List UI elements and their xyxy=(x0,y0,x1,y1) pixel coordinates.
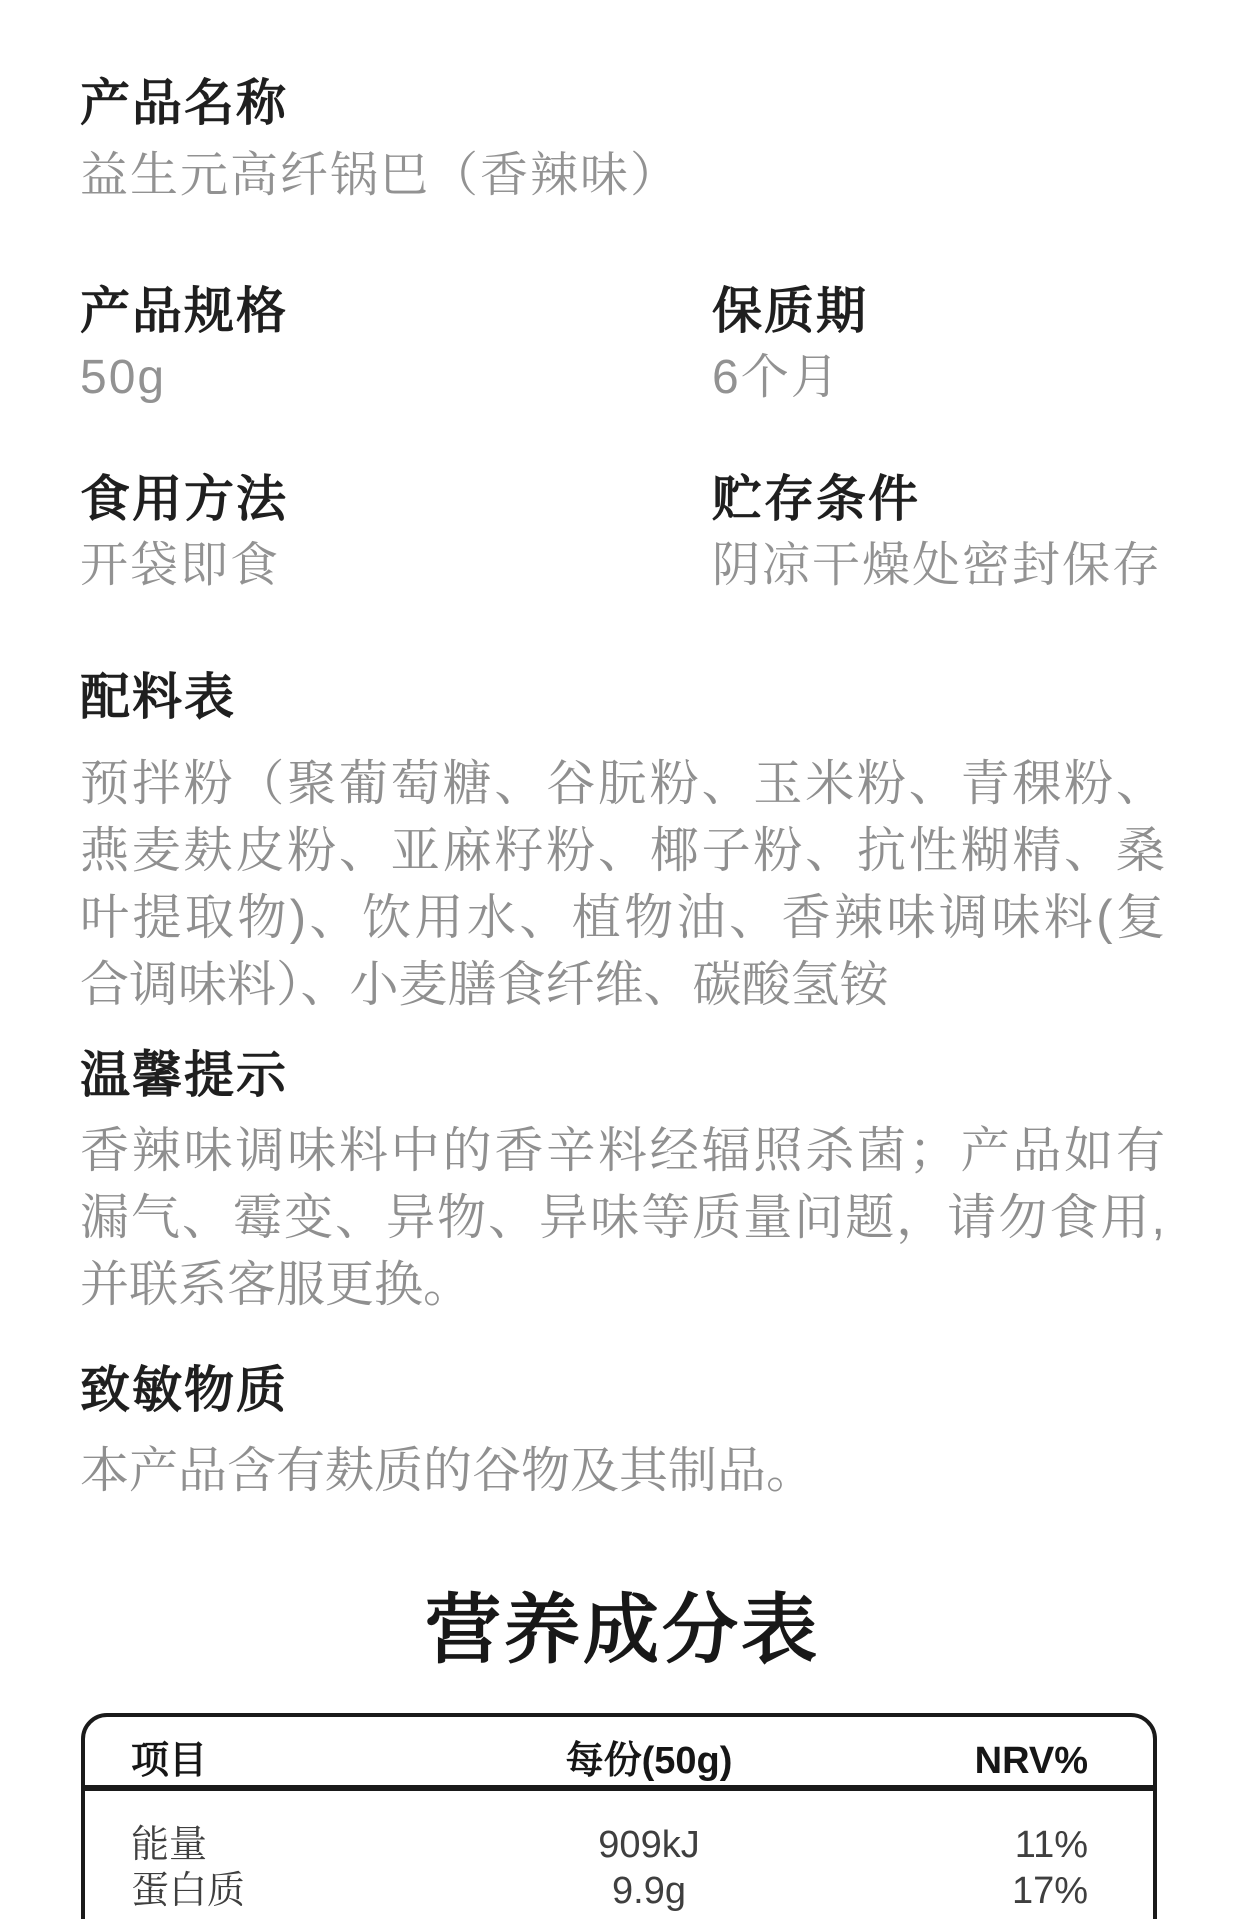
section-ingredients xyxy=(80,669,1165,1019)
product-name-label: 产品名称 xyxy=(80,75,288,131)
section-usage xyxy=(80,471,712,592)
allergen-line: 本产品含有麸质的谷物及其制品。 xyxy=(80,1444,816,1498)
nutrition-cell-amount: 9.9g xyxy=(612,1870,686,1912)
usage-label: 食用方法 xyxy=(80,471,288,527)
nutrition-header-item: 项目 xyxy=(131,1740,208,1782)
section-allergen xyxy=(80,1362,1165,1505)
allergen-label: 致敏物质 xyxy=(80,1362,288,1418)
ingredients-line: 预拌粉（聚葡萄糖、谷朊粉、玉米粉、青稞粉、 xyxy=(80,757,1165,811)
shelf-life-label: 保质期 xyxy=(712,283,868,339)
section-product-name xyxy=(80,75,1165,202)
tips-line: 漏气、霉变、异物、异味等质量问题，请勿食用, xyxy=(80,1191,1165,1245)
tips-label: 温馨提示 xyxy=(80,1047,288,1103)
nutrition-cell-item: 能量 xyxy=(131,1824,208,1866)
section-tips xyxy=(80,1047,1165,1319)
nutrition-row-energy xyxy=(85,1823,1153,1867)
shelf-life-value: 6个月 xyxy=(712,351,841,404)
tips-line: 并联系客服更换。 xyxy=(80,1258,473,1312)
ingredients-label: 配料表 xyxy=(80,669,236,725)
spec-value: 50g xyxy=(80,351,167,404)
ingredients-line: 燕麦麸皮粉、亚麻籽粉、椰子粉、抗性糊精、桑 xyxy=(80,824,1165,878)
section-storage xyxy=(712,471,1165,592)
tips-paragraph xyxy=(80,1118,1165,1319)
spec-label: 产品规格 xyxy=(80,283,288,339)
storage-label: 贮存条件 xyxy=(712,471,920,527)
nutrition-table xyxy=(81,1713,1157,1919)
nutrition-cell-item: 蛋白质 xyxy=(131,1870,246,1912)
nutrition-cell-nrv: 11% xyxy=(1014,1824,1088,1866)
nutrition-cell-amount: 909kJ xyxy=(598,1824,700,1866)
section-shelf-life xyxy=(712,283,1165,404)
ingredients-paragraph xyxy=(80,751,1165,1019)
ingredients-line: 叶提取物)、饮用水、植物油、香辣味调味料(复 xyxy=(80,891,1165,945)
nutrition-cell-nrv: 17% xyxy=(1011,1870,1088,1912)
row-spec-shelf-life xyxy=(80,283,1165,404)
allergen-paragraph xyxy=(80,1438,1165,1505)
nutrition-header-row xyxy=(85,1717,1153,1791)
section-spec xyxy=(80,283,712,404)
row-usage-storage xyxy=(80,471,1165,592)
nutrition-header-serving: 每份(50g) xyxy=(565,1740,733,1782)
nutrition-header-nrv: NRV% xyxy=(974,1740,1088,1782)
nutrition-title: 营养成分表 xyxy=(425,1588,820,1673)
ingredients-line: 合调味料）、小麦膳食纤维、碳酸氢铵 xyxy=(80,958,889,1012)
nutrition-row-protein xyxy=(85,1869,1153,1913)
storage-value: 阴凉干燥处密封保存 xyxy=(712,539,1163,592)
usage-value: 开袋即食 xyxy=(80,539,281,592)
tips-line: 香辣味调味料中的香辛料经辐照杀菌；产品如有 xyxy=(80,1124,1165,1178)
product-name-value: 益生元高纤锅巴（香辣味） xyxy=(80,149,681,202)
